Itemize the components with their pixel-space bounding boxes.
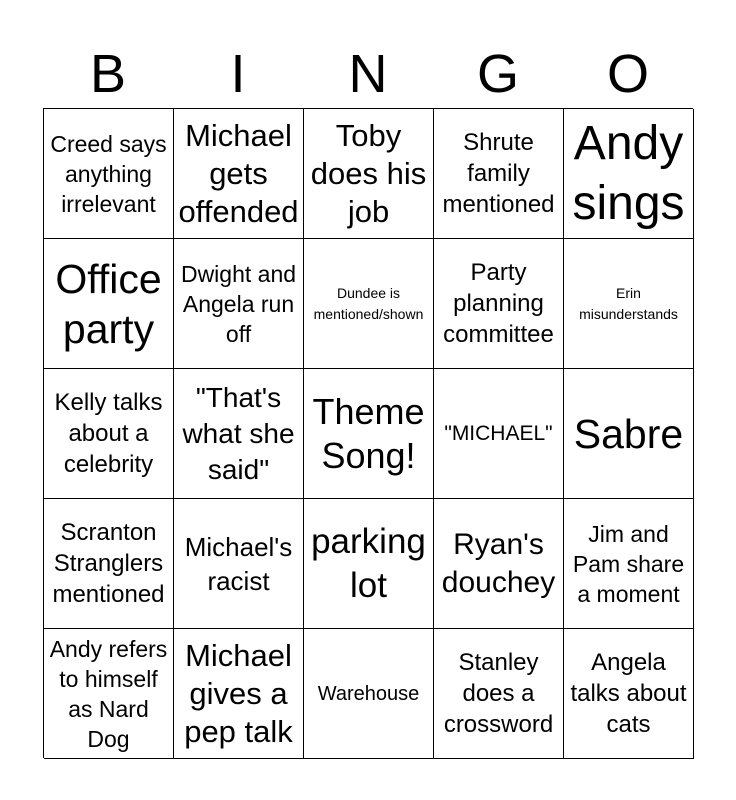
bingo-cell-r2c3[interactable] xyxy=(304,239,434,369)
bingo-cell-r5c2[interactable] xyxy=(174,629,304,759)
bingo-cell-text: Warehouse xyxy=(317,682,420,705)
bingo-board xyxy=(43,108,693,758)
header-letter-n: N xyxy=(348,44,388,104)
header-letter-g: G xyxy=(476,44,519,104)
bingo-cell-text: Michael gives a pep talk xyxy=(184,637,293,749)
bingo-header xyxy=(43,40,693,108)
header-letter-i: I xyxy=(230,44,246,104)
bingo-cell-r2c5[interactable] xyxy=(564,239,694,369)
bingo-cell-text: Dwight and Angela run off xyxy=(180,260,297,347)
bingo-cell-r1c1[interactable] xyxy=(44,109,174,239)
bingo-cell-text: Toby does his job xyxy=(310,117,427,229)
bingo-cell-r5c1[interactable] xyxy=(44,629,174,759)
bingo-cell-text: Andy sings xyxy=(572,116,685,230)
bingo-cell-text: Michael gets offended xyxy=(178,117,299,229)
bingo-cell-r2c1[interactable] xyxy=(44,239,174,369)
bingo-cell-r4c2[interactable] xyxy=(174,499,304,629)
bingo-cell-text: Andy refers to himself as Nard Dog xyxy=(49,635,168,752)
bingo-cell-r1c3[interactable] xyxy=(304,109,434,239)
bingo-cell-r5c3[interactable] xyxy=(304,629,434,759)
bingo-cell-text: Office party xyxy=(55,255,162,352)
bingo-cell-r3c1[interactable] xyxy=(44,369,174,499)
bingo-cell-text: Sabre xyxy=(573,410,684,457)
bingo-cell-r4c4[interactable] xyxy=(434,499,564,629)
bingo-cell-text: Jim and Pam share a moment xyxy=(572,520,685,607)
bingo-cell-text: Ryan's douchey xyxy=(441,527,556,599)
bingo-cell-r3c3[interactable] xyxy=(304,369,434,499)
bingo-cell-text: "MICHAEL" xyxy=(444,421,553,445)
bingo-cell-text: Angela talks about cats xyxy=(570,649,687,738)
bingo-cell-r2c2[interactable] xyxy=(174,239,304,369)
bingo-cell-text: Kelly talks about a celebrity xyxy=(54,389,163,478)
bingo-cell-r2c4[interactable] xyxy=(434,239,564,369)
bingo-cell-text: Party planning committee xyxy=(443,259,554,348)
bingo-cell-text: Erin misunderstands xyxy=(579,284,678,322)
bingo-cell-text: Creed says anything irrelevant xyxy=(50,130,167,217)
bingo-cell-text: Michael's racist xyxy=(184,531,293,596)
bingo-cell-text: Theme Song! xyxy=(312,390,425,476)
bingo-cell-text: Scranton Stranglers mentioned xyxy=(52,519,165,608)
bingo-cell-r1c2[interactable] xyxy=(174,109,304,239)
bingo-cell-r4c3[interactable] xyxy=(304,499,434,629)
bingo-cell-text: Dundee is mentioned/shown xyxy=(313,284,424,322)
bingo-cell-r3c4[interactable] xyxy=(434,369,564,499)
bingo-cell-text: "That's what she said" xyxy=(182,381,295,485)
bingo-cell-text: Shrute family mentioned xyxy=(442,129,555,218)
bingo-cell-text: Stanley does a crossword xyxy=(443,649,554,738)
bingo-cell-r5c4[interactable] xyxy=(434,629,564,759)
bingo-cell-r1c5[interactable] xyxy=(564,109,694,239)
bingo-cell-r1c4[interactable] xyxy=(434,109,564,239)
header-letter-b: B xyxy=(89,44,127,104)
bingo-cell-r5c5[interactable] xyxy=(564,629,694,759)
header-letter-o: O xyxy=(606,44,649,104)
bingo-cell-r3c2[interactable] xyxy=(174,369,304,499)
bingo-cell-r4c1[interactable] xyxy=(44,499,174,629)
bingo-cell-r3c5[interactable] xyxy=(564,369,694,499)
bingo-cell-text: parking lot xyxy=(311,521,426,605)
bingo-cell-r4c5[interactable] xyxy=(564,499,694,629)
